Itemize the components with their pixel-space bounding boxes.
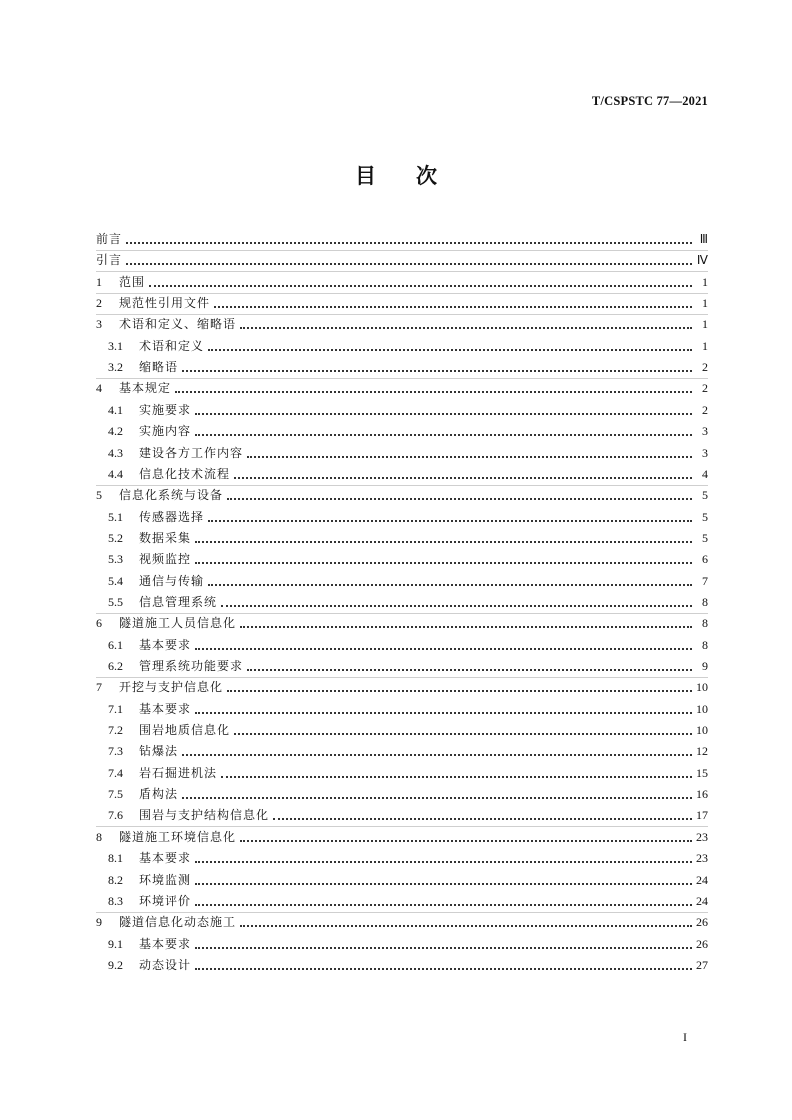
dot-leader [240,923,692,927]
toc-entry-number: 7 [96,680,102,695]
toc-entry-label: 围岩与支护结构信息化 [139,808,270,823]
toc-entry-number: 3 [96,317,102,332]
toc-entry-label: 缩略语 [139,360,179,375]
toc-entry-number: 6.2 [108,659,123,673]
toc-entry[interactable] [96,272,708,292]
toc-entry-page: 8 [702,594,708,609]
toc-entry-label: 规范性引用文件 [119,296,211,311]
toc-entry-label: 动态设计 [139,957,192,972]
toc-subentry[interactable] [108,592,708,612]
toc-entry-page: 26 [696,936,708,951]
toc-entry-page: Ⅳ [696,253,708,268]
toc-subentry[interactable] [108,805,708,825]
dot-leader [182,368,692,372]
toc-entry-label: 隧道信息化动态施工 [119,915,237,930]
toc-entry[interactable] [96,485,708,505]
toc-subentry[interactable] [108,955,708,975]
toc-entry-label: 基本要求 [139,637,192,652]
dot-leader [240,624,692,628]
toc-subentry[interactable] [108,571,708,591]
toc-subentry[interactable] [108,528,708,548]
toc-entry-number: 7.1 [108,701,123,716]
toc-entry-page: 10 [696,680,708,695]
dot-leader [221,603,692,607]
toc-entry-number: 8.1 [108,851,123,866]
dot-leader [208,582,692,586]
toc-entry-page: 17 [696,808,708,823]
toc-entry[interactable] [96,613,708,633]
toc-entry[interactable] [96,378,708,398]
toc-entry-label: 引言 [96,253,123,268]
toc-entry-page: 8 [702,637,708,652]
toc-subentry[interactable] [108,464,708,484]
toc-entry-number: 1 [96,274,102,289]
dot-leader [195,560,692,564]
toc-subentry[interactable] [108,763,708,783]
toc-entry-page: 2 [702,402,708,417]
toc-entry-number: 9.1 [108,936,123,951]
toc-subentry[interactable] [108,443,708,463]
toc-entry-number: 7.6 [108,808,123,823]
toc-entry-label: 基本要求 [139,851,192,866]
dot-leader [195,859,692,863]
dot-leader [214,304,692,308]
dot-leader [195,881,692,885]
toc-entry-number: 5.4 [108,573,123,588]
toc-entry-page: 24 [696,893,708,908]
toc-subentry[interactable] [108,635,708,655]
toc-subentry[interactable] [108,421,708,441]
toc-entry-number: 5.3 [108,552,123,567]
toc-entry[interactable] [96,250,708,270]
dot-leader [195,966,692,970]
toc-entry-page: 7 [702,573,708,588]
toc-entry[interactable] [96,229,708,249]
toc-entry-label: 管理系统功能要求 [139,659,244,673]
toc-entry[interactable] [96,827,708,847]
toc-entry-label: 钻爆法 [139,744,179,759]
toc-entry-page: 5 [702,509,708,524]
dot-leader [195,432,692,436]
dot-leader [195,411,692,415]
toc-entry-number: 5 [96,488,102,503]
toc-subentry[interactable] [108,357,708,377]
toc-subentry[interactable] [108,400,708,420]
toc-entry-number: 2 [96,296,102,311]
toc-entry-page: 5 [702,488,708,503]
toc-entry-label: 基本要求 [139,936,192,951]
toc-entry-number: 6.1 [108,637,123,652]
toc-entry-number: 5.2 [108,530,123,545]
toc-subentry[interactable] [108,891,708,911]
toc-entry-page: 15 [696,765,708,780]
title-char-2: 次 [416,163,437,188]
toc-entry-page: 3 [702,445,708,460]
toc-entry-page: 16 [696,787,708,802]
toc-entry-page: 10 [696,701,708,716]
toc-entry-number: 7.5 [108,787,123,802]
dot-leader [195,646,692,650]
toc-entry-number: 4.3 [108,445,123,460]
dot-leader [208,347,692,351]
toc-entry-number: 7.4 [108,765,123,780]
toc-subentry[interactable] [108,848,708,868]
toc-subentry[interactable] [108,549,708,569]
toc-entry[interactable] [96,293,708,313]
toc-entry-label: 环境监测 [139,872,192,887]
toc-entry-number: 4.4 [108,466,123,481]
toc-entry-page: 1 [702,338,708,353]
dot-leader [234,475,692,479]
dot-leader [175,389,692,393]
toc-subentry[interactable] [108,699,708,719]
toc-entry-label: 信息化技术流程 [139,466,231,481]
dot-leader [273,816,692,820]
toc-entry-page: 4 [702,466,708,481]
dot-leader [240,325,692,329]
toc-entry-label: 视频监控 [139,552,192,567]
dot-leader [126,240,692,244]
toc-entry-number: 6 [96,616,102,631]
toc-subentry[interactable] [108,741,708,761]
toc-entry-label: 术语和定义 [139,338,205,353]
toc-entry-page: 8 [702,616,708,631]
toc-entry-label: 信息化系统与设备 [119,488,224,503]
toc-entry-label: 通信与传输 [139,573,205,588]
toc-entry-label: 实施要求 [139,402,192,417]
dot-leader [227,688,692,692]
toc-entry-label: 隧道施工环境信息化 [119,829,237,844]
toc-entry-page: 23 [696,851,708,866]
dot-leader [208,518,692,522]
toc-entry-page: 2 [702,381,708,396]
toc-entry-number: 8 [96,829,102,844]
dot-leader [195,902,692,906]
toc-subentry[interactable] [108,656,708,676]
toc-entry-label: 隧道施工人员信息化 [119,616,237,631]
toc-subentry[interactable] [108,336,708,356]
page-number: I [683,1030,687,1044]
toc-entry-page: 12 [696,744,708,759]
dot-leader [182,752,692,756]
toc-entry-label: 前言 [96,232,123,246]
toc-subentry[interactable] [108,934,708,954]
toc-subentry[interactable] [108,784,708,804]
dot-leader [227,496,692,500]
document-code: T/CSPSTC 77—2021 [591,94,708,108]
dot-leader [195,945,692,949]
toc-entry-label: 实施内容 [139,424,192,439]
dot-leader [221,774,692,778]
toc-subentry[interactable] [108,507,708,527]
toc-entry-number: 7.2 [108,723,123,738]
dot-leader [247,667,692,671]
toc-entry-label: 传感器选择 [139,509,205,524]
toc-entry-number: 4 [96,381,102,396]
toc-entry-label: 围岩地质信息化 [139,723,231,738]
toc-entry-label: 开挖与支护信息化 [119,680,224,695]
toc-entry-number: 5.5 [108,594,123,609]
toc-entry-label: 环境评价 [139,893,192,908]
toc-entry-label: 岩石掘进机法 [139,765,218,780]
toc-entry-number: 4.1 [108,402,123,417]
toc-entry-page: 1 [702,274,708,289]
toc-entry-page: 24 [696,872,708,887]
dot-leader [195,539,692,543]
toc-entry-page: 5 [702,530,708,545]
toc-entry-number: 9.2 [108,957,123,972]
toc-entry[interactable] [96,314,708,334]
toc-entry-number: 3.2 [108,360,123,375]
toc-entry-number: 8.3 [108,893,123,908]
toc-entry-number: 5.1 [108,509,123,524]
toc-entry-number: 4.2 [108,424,123,439]
toc-subentry[interactable] [108,870,708,890]
dot-leader [247,454,692,458]
toc-entry-label: 盾构法 [139,787,179,802]
dot-leader [182,795,692,799]
toc-entry-page: Ⅲ [699,232,708,246]
toc-entry[interactable] [96,912,708,932]
toc-entry[interactable] [96,677,708,697]
toc-entry-number: 7.3 [108,744,123,759]
toc-entry-label: 术语和定义、缩略语 [119,317,237,332]
toc-entry-page: 23 [696,829,708,844]
toc-entry-page: 1 [702,296,708,311]
dot-leader [240,838,692,842]
toc-entry-number: 3.1 [108,338,123,353]
dot-leader [126,261,692,265]
toc-entry-page: 10 [696,723,708,738]
toc-entry-page: 27 [696,957,708,972]
toc-entry-page: 2 [702,360,708,375]
toc-entry-label: 信息管理系统 [139,594,218,609]
toc-entry-page: 26 [696,915,708,930]
dot-leader [195,710,692,714]
toc-entry-page: 1 [702,317,708,332]
page-title [0,160,792,190]
toc-entry-page: 9 [702,659,708,673]
toc-entry-label: 数据采集 [139,530,192,545]
toc-entry-page: 3 [702,424,708,439]
toc-entry-number: 9 [96,915,102,930]
toc-entry-label: 建设各方工作内容 [139,445,244,460]
dot-leader [234,731,692,735]
dot-leader [149,283,692,287]
toc-entry-number: 8.2 [108,872,123,887]
toc-subentry[interactable] [108,720,708,740]
toc-entry-label: 范围 [119,274,146,289]
toc-entry-label: 基本要求 [139,701,192,716]
toc-entry-label: 基本规定 [119,381,172,396]
toc-entry-page: 6 [702,552,708,567]
title-char-1: 目 [355,163,376,188]
